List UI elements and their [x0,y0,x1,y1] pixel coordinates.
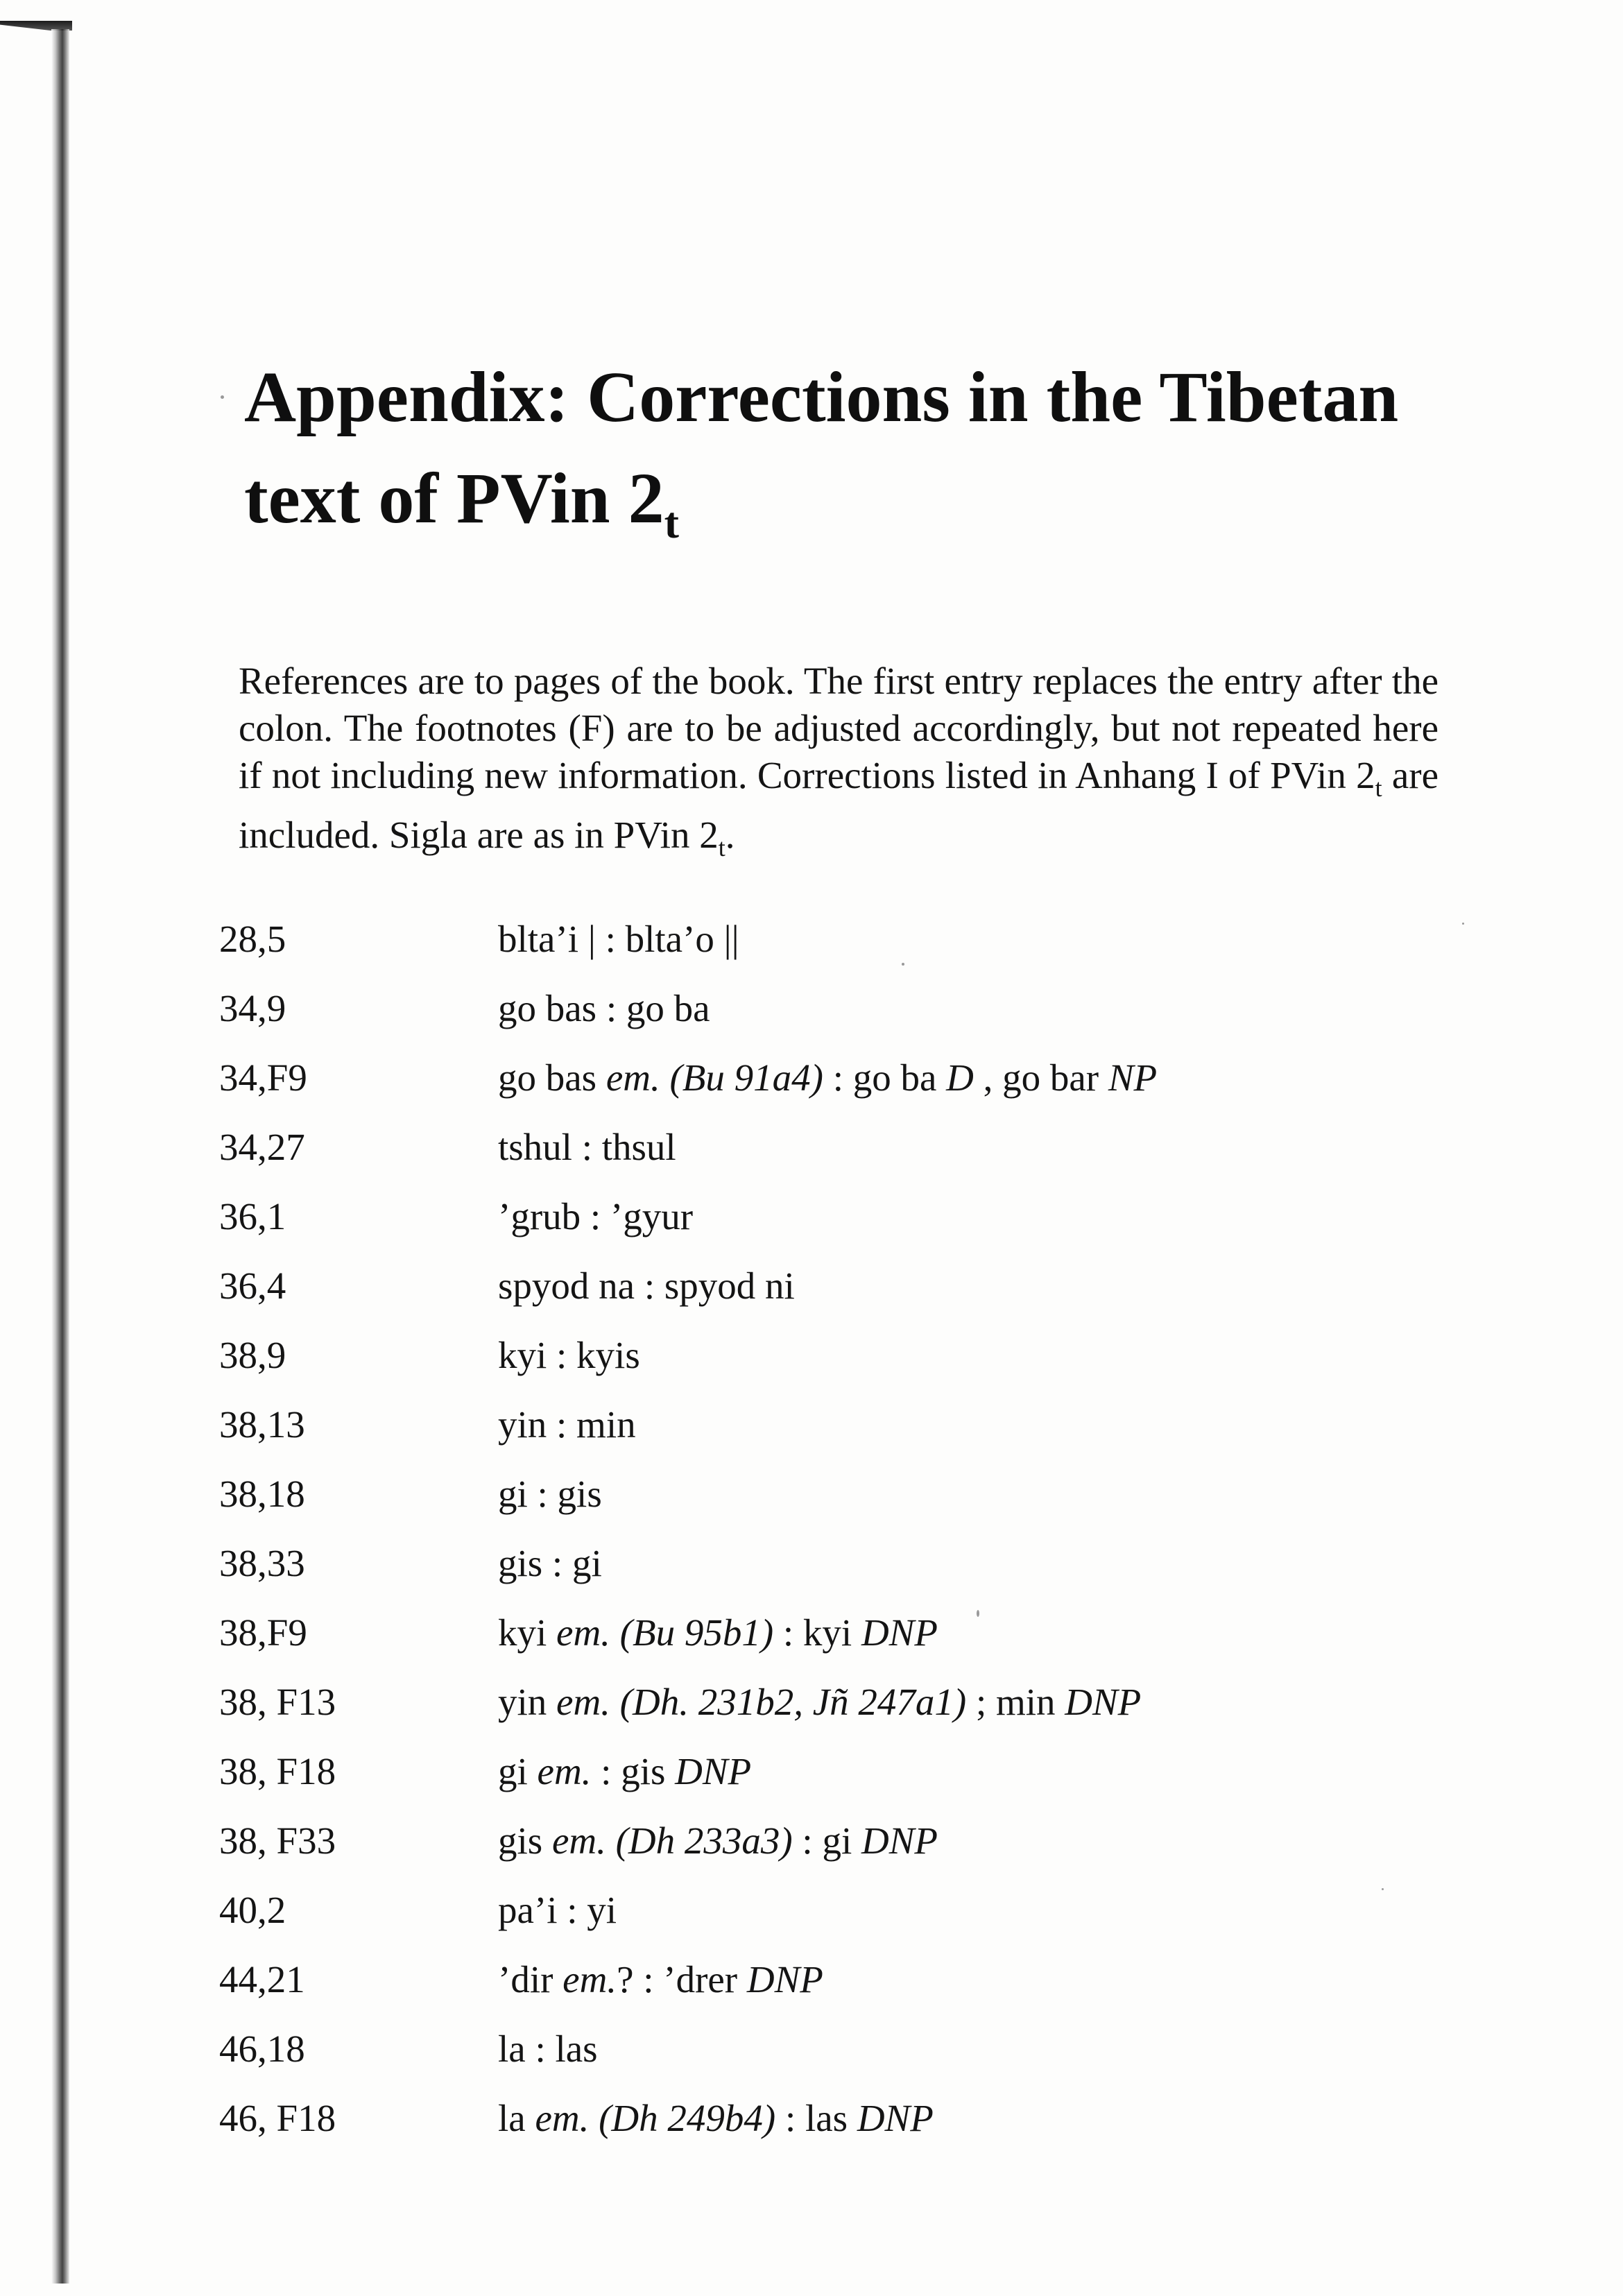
correction-row [219,1125,1537,1194]
correction-row [219,1888,1537,1957]
correction-part: spyod na : spyod ni [498,1265,795,1307]
correction-text [498,1957,1537,2001]
correction-italic-part: DNP [746,1958,823,2001]
correction-text [498,1472,1537,1516]
correction-part: go bas [498,1056,606,1099]
correction-italic-part: em. (Bu 91a4) [606,1056,823,1099]
correction-reference: 38,9 [219,1334,286,1376]
correction-italic-part: em. [563,1958,617,2001]
correction-reference: 34,F9 [219,1056,307,1099]
correction-part: blta’i | : blta’o || [498,918,739,960]
correction-reference: 28,5 [219,918,286,960]
correction-reference: 34,27 [219,1126,305,1168]
correction-part: yin [498,1681,557,1723]
correction-text [498,1403,1537,1446]
correction-part: yin : min [498,1403,636,1446]
correction-part: gi [498,1750,538,1792]
correction-part: : las [775,2097,857,2139]
correction-reference: 44,21 [219,1958,305,2001]
correction-part: la [498,2097,535,2139]
correction-row [219,1680,1537,1749]
correction-italic-part: em. (Dh 233a3) [551,1819,793,1862]
correction-part: gis [498,1819,552,1862]
correction-part: gi : gis [498,1473,602,1515]
correction-italic-part: DNP [1065,1681,1142,1723]
correction-row [219,1472,1537,1541]
scan-speck [1462,923,1464,925]
correction-row [219,1056,1537,1125]
correction-reference: 36,1 [219,1195,286,1237]
correction-text [498,2027,1537,2071]
correction-text [498,1264,1537,1308]
title-subscript: t [664,498,679,547]
correction-row [219,986,1537,1056]
title-line-2: text of PVin 2 [244,459,664,538]
correction-reference: 38,F9 [219,1611,307,1654]
correction-reference: 38,18 [219,1473,305,1515]
correction-part: , go bar [973,1056,1108,1099]
scan-speck [977,1610,979,1617]
correction-row [219,1611,1537,1680]
correction-part: ’dir [498,1958,563,2001]
correction-text [498,1819,1537,1862]
correction-text [498,1125,1537,1169]
correction-reference: 38,13 [219,1403,305,1446]
correction-italic-part: D [946,1056,974,1099]
correction-row [219,1403,1537,1472]
correction-italic-part: em. (Dh. 231b2, Jñ 247a1) [556,1681,967,1723]
correction-italic-part: DNP [857,2097,934,2139]
corrections-list [219,917,1537,2166]
correction-text [498,1194,1537,1238]
correction-reference: 38, F13 [219,1681,336,1723]
title-line-1: Appendix: Corrections in the Tibetan [244,357,1399,437]
correction-part: : gi [792,1819,861,1862]
correction-row [219,1333,1537,1403]
correction-part: kyi [498,1611,557,1654]
correction-row [219,1819,1537,1888]
correction-text [498,1611,1537,1654]
correction-part: kyi : kyis [498,1334,640,1376]
correction-part: la : las [498,2028,598,2070]
correction-part: tshul : thsul [498,1126,676,1168]
correction-text [498,2096,1537,2140]
correction-part: : kyi [773,1611,861,1654]
correction-reference: 40,2 [219,1889,286,1931]
correction-reference: 34,9 [219,987,286,1029]
correction-part: ’grub : ’gyur [498,1195,694,1237]
correction-part: pa’i : yi [498,1889,617,1931]
correction-reference: 38, F18 [219,1750,336,1792]
correction-text [498,1333,1537,1377]
correction-part: gis : gi [498,1542,602,1584]
intro-sub-a: t [1375,774,1382,802]
intro-text-a: References are to pages of the book. The first entry replaces the entry after the colon. The footnotes (F) are to be adjusted accordingly, but not repeated here if not including new information. Corrections listed in Anhang I of PVin 2 [239,660,1439,796]
scan-speck [902,963,904,966]
correction-italic-part: em. [537,1750,592,1792]
correction-part: go bas : go ba [498,987,710,1029]
scan-speck [221,395,224,399]
correction-reference: 38,33 [219,1542,305,1584]
correction-italic-part: em. (Dh 249b4) [535,2097,776,2139]
intro-sub-b: t [718,834,725,862]
correction-part: : gis [591,1750,676,1792]
correction-row [219,2027,1537,2096]
correction-row [219,1749,1537,1819]
intro-text-b: are included. Sigla are as in PVin 2 [239,754,1439,856]
correction-italic-part: DNP [675,1750,752,1792]
correction-row [219,2096,1537,2166]
correction-text [498,1888,1537,1932]
correction-reference: 46,18 [219,2028,305,2070]
correction-part: ? : ’drer [617,1958,747,2001]
correction-text [498,986,1537,1030]
correction-row [219,1541,1537,1611]
correction-italic-part: DNP [861,1819,938,1862]
correction-text [498,1749,1537,1793]
correction-row [219,1957,1537,2027]
correction-text [498,1680,1537,1724]
page-title [244,347,1506,574]
correction-text [498,1541,1537,1585]
correction-row [219,1194,1537,1264]
correction-italic-part: NP [1108,1056,1158,1099]
correction-reference: 36,4 [219,1265,286,1307]
correction-text [498,917,1537,961]
correction-italic-part: DNP [861,1611,938,1654]
correction-reference: 38, F33 [219,1819,336,1862]
correction-part: : go ba [823,1056,947,1099]
correction-part: ; min [966,1681,1065,1723]
correction-text [498,1056,1537,1099]
correction-reference: 46, F18 [219,2097,336,2139]
binding-edge [51,29,69,2284]
correction-italic-part: em. (Bu 95b1) [556,1611,774,1654]
scan-speck [1382,1888,1384,1890]
intro-text-c: . [725,814,735,856]
correction-row [219,917,1537,986]
intro-paragraph [239,658,1439,871]
correction-row [219,1264,1537,1333]
